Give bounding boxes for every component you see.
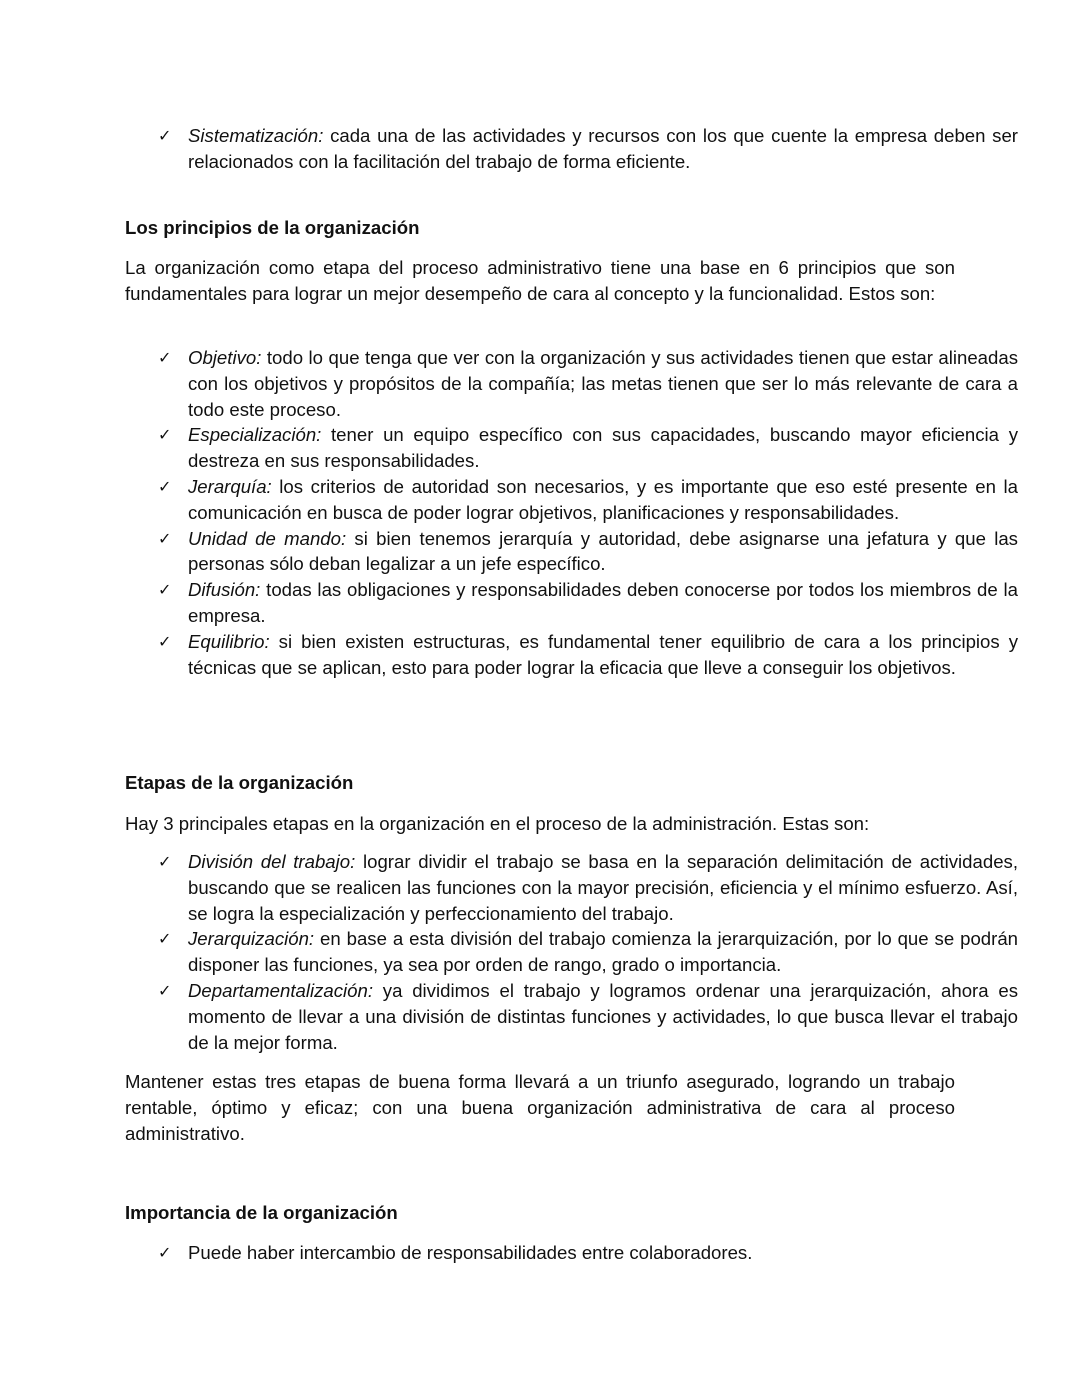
list-item: [158, 345, 1018, 422]
intro-checklist: [125, 123, 1018, 175]
list-item: [158, 123, 1018, 175]
list-item: [158, 1240, 1018, 1266]
importancia-checklist: [125, 1240, 1018, 1266]
list-item: [158, 577, 1018, 629]
section-heading-principios: Los principios de la organización: [125, 217, 420, 238]
list-item-term: División del trabajo:: [188, 851, 356, 872]
list-item-text: Puede haber intercambio de responsabilidades entre colaboradores.: [188, 1242, 753, 1263]
list-item: [158, 422, 1018, 474]
checkmark-icon: ✓: [158, 980, 172, 1000]
checkmark-icon: ✓: [158, 929, 172, 949]
list-item: [158, 849, 1018, 926]
checkmark-icon: ✓: [158, 1243, 172, 1262]
principios-intro: La organización como etapa del proceso administrativo tiene una base en 6 principios que son fundamentales para lograr un mejor desempeño de cara al concepto y la funcionalidad. Estos son:: [125, 257, 955, 304]
list-item: [158, 978, 1018, 1055]
list-item-text: los criterios de autoridad son necesarios, y es importante que eso esté presente en la comunicación en busca de poder lograr objetivos, planificaciones y responsabilidades.: [188, 475, 1018, 523]
checkmark-icon: ✓: [158, 476, 172, 496]
checkmark-icon: ✓: [158, 425, 172, 445]
list-item-term: Jerarquía:: [188, 475, 272, 497]
list-item: [158, 526, 1018, 578]
list-item-term: Unidad de mando:: [188, 527, 347, 549]
list-item-text: en base a esta división del trabajo comienza la jerarquización, por lo que se podrán disponer las funciones, ya sea por orden de rango, grado o importancia.: [188, 928, 1018, 976]
list-item-text: ya dividimos el trabajo y logramos ordenar una jerarquización, ahora es momento de llevar a una división de distintas funciones y actividades, lo que busca llevar el trabajo de la mejor forma.: [188, 979, 1018, 1053]
list-item: [158, 474, 1018, 526]
list-item-text: todo lo que tenga que ver con la organización y sus actividades tienen que estar alineadas con los objetivos y propósitos de la compañía; las metas tienen que ser lo más relevante de cara a todo este proceso.: [188, 347, 1018, 420]
list-item-text: cada una de las actividades y recursos con los que cuente la empresa deben ser relacionados con la facilitación del trabajo de forma eficiente.: [188, 125, 1018, 172]
etapas-checklist: [125, 849, 1018, 1055]
checkmark-icon: ✓: [158, 631, 172, 651]
section-heading-importancia: Importancia de la organización: [125, 1202, 398, 1223]
principios-checklist: [125, 345, 1018, 680]
list-item-term: Sistematización:: [188, 125, 324, 146]
list-item-term: Jerarquización:: [188, 928, 315, 950]
list-item-text: si bien tenemos jerarquía y autoridad, debe asignarse una jefatura y que las personas sólo deban legalizar a un jefe específico.: [188, 527, 1018, 575]
list-item: [158, 926, 1018, 978]
etapas-intro: Hay 3 principales etapas en la organización en el proceso de la administración. Estas son:: [125, 813, 870, 834]
checkmark-icon: ✓: [158, 580, 172, 600]
etapas-closing: Mantener estas tres etapas de buena forma llevará a un triunfo asegurado, logrando un trabajo rentable, óptimo y eficaz; con una buena organización administrativa de cara al proceso administrativo.: [125, 1071, 955, 1144]
list-item-term: Especialización:: [188, 424, 322, 446]
list-item-text: si bien existen estructuras, es fundamental tener equilibrio de cara a los principios y técnicas que se aplican, esto para poder lograr la eficacia que lleve a conseguir los objetivos.: [188, 630, 1018, 678]
checkmark-icon: ✓: [158, 126, 172, 145]
checkmark-icon: ✓: [158, 348, 172, 367]
checkmark-icon: ✓: [158, 528, 172, 548]
list-item-term: Departamentalización:: [188, 979, 374, 1001]
list-item: [158, 629, 1018, 681]
list-item-text: lograr dividir el trabajo se basa en la separación delimitación de actividades, buscando que se realicen las funciones con la mayor precisión, eficiencia y el mínimo esfuerzo. Así, se logra la especialización y perfeccionamiento del trabajo.: [188, 851, 1018, 924]
list-item-term: Difusión:: [188, 579, 261, 601]
list-item-text: tener un equipo específico con sus capacidades, buscando mayor eficiencia y destreza en sus responsabilidades.: [188, 424, 1018, 472]
list-item-term: Objetivo:: [188, 347, 262, 368]
list-item-text: todas las obligaciones y responsabilidades deben conocerse por todos los miembros de la empresa.: [188, 579, 1018, 626]
list-item-term: Equilibrio:: [188, 630, 270, 652]
section-heading-etapas: Etapas de la organización: [125, 772, 354, 793]
checkmark-icon: ✓: [158, 852, 172, 871]
